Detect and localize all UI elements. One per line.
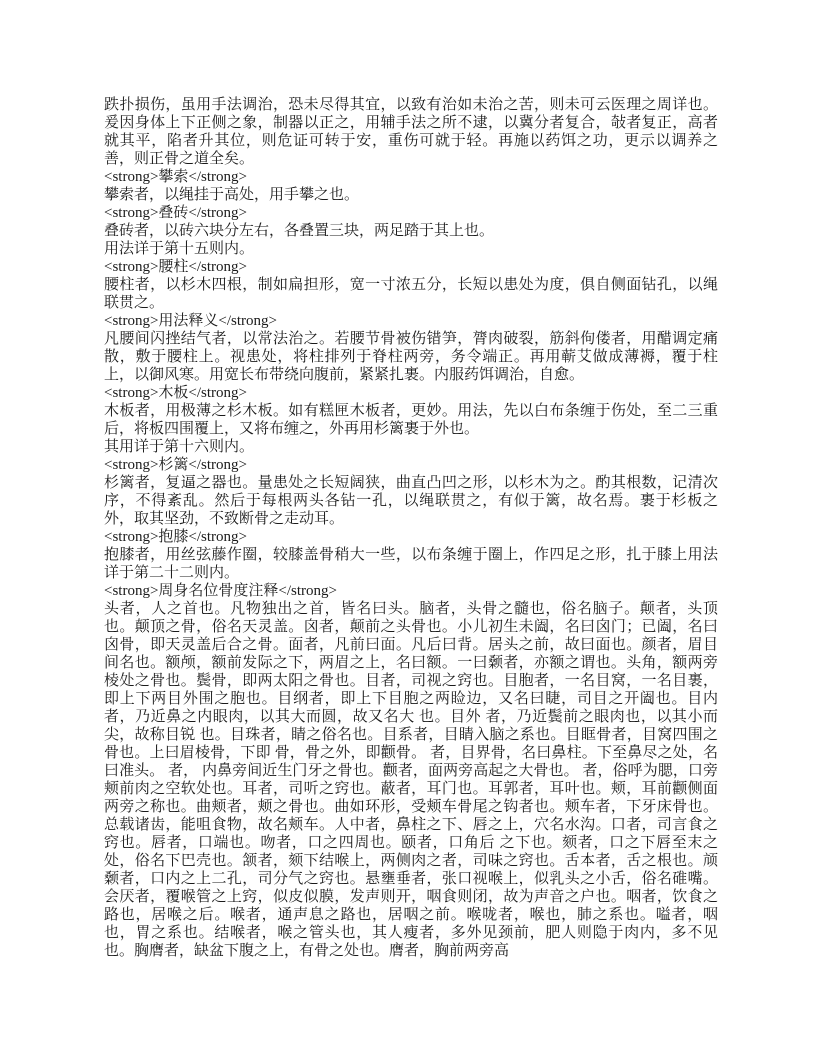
body-paragraph: 木板者，用极薄之杉木板。如有糕匣木板者，更妙。用法，先以白布条缠于伤处，至二三重后，将板四围覆上，又将布缠之，外再用杉篱裹于外也。 [104,403,718,437]
body-paragraph: 攀索者，以绳挂于高处，用手攀之也。 [104,187,360,203]
section-heading-paragraph: <strong>腰柱</strong> [104,259,248,275]
body-paragraph: 头者，人之首也。凡物独出之首，皆名曰头。脑者，头骨之髓也，俗名脑子。颠者，头顶也。颠顶之骨，俗名天灵盖。囟者，颠前之头骨也。小儿初生未阖，名曰囟门；已阖，名曰囟骨，即天灵盖后合之骨。面者，凡前曰面。凡后曰背。居头之前，故曰面也。颜者，眉目间名也。额颅，额前发际之下，两眉之上，名曰额。一曰颡者，亦额之谓也。头角，额两旁棱处之骨也。鬓骨，即两太阳之骨也。目者，司视之窍也。目胞者，一名目窝，一名目裹，即上下两目外围之胞也。目纲者，即上下目胞之两睑边，又名曰睫，司目之开阖也。目内 者，乃近鼻之内眼肉，以其大而圆，故又名大 也。目外 者，乃近鬓前之眼肉也，以其小而尖，故称目锐 也。目珠者，睛之俗名也。目系者，目睛入脑之系也。目眶骨者，目窝四围之骨也。上曰眉棱骨，下即 骨，骨之外，即颧骨。 者，目界骨，名曰鼻柱。下至鼻尽之处，名曰准头。 者， 内鼻旁间近生门牙之骨也。颧者，面两旁高起之大骨也。 者，俗呼为腮，口旁颊前肉之空软处也。耳者，司听之窍也。蔽者，耳门也。耳郭者，耳叶也。颊，耳前颧侧面两旁之称也。曲颊者，颊之骨也。曲如环形，受颊车骨尾之钩者也。颊车者，下牙床骨也。总载诸齿，能咀食物，故名颊车。人中者，鼻柱之下、唇之上，穴名水沟。口者，司言食之窍也。唇者，口端也。吻者，口之四周也。颐者，口角后 之下也。颏者，口之下唇至末之处，俗名下巴壳也。颔者，颏下结喉上，两侧肉之者，司味之窍也。舌本者，舌之根也。颃颡者，口内之上二孔，司分气之窍也。悬壅垂者，张口视喉上，似乳头之小舌，俗名碓嘴。会厌者，覆喉管之上窍，似皮似膜，发声则开，咽食则闭，故为声音之户也。咽者，饮食之路也，居喉之后。喉者，通声息之路也，居咽之前。喉咙者，喉也，肺之系也。嗌者，咽也，胃之系也。结喉者，喉之管头也，其人瘦者，多外见颈前，肥人则隐于肉内，多不见也。胸膺者，缺盆下腹之上，有骨之处也。膺者，胸前两旁高 [104,601,718,959]
section-heading-paragraph: <strong>木板</strong> [104,385,248,401]
section-heading-paragraph: <strong>杉篱</strong> [104,457,248,473]
section-heading-paragraph: <strong>周身名位骨度注释</strong> [104,583,338,599]
section-heading-paragraph: <strong>攀索</strong> [104,169,248,185]
body-paragraph: 凡腰间闪挫结气者，以常法治之。若腰节骨被伤错笋，膂肉破裂，筋斜佝偻者，用醋调定痛散，敷于腰柱上。视患处，将柱排列于脊柱两旁，务令端正。再用蕲艾做成薄褥，覆于柱上，以御风寒。用宽长布带绕向腹前，紧紧扎裹。内服药饵调治，自愈。 [104,331,718,383]
body-paragraph: 其用详于第十六则内。 [104,439,255,455]
body-paragraph: 用法详于第十五则内。 [104,241,255,257]
section-heading-paragraph: <strong>叠砖</strong> [104,205,248,221]
body-paragraph: 抱膝者，用丝弦藤作圈，较膝盖骨稍大一些，以布条缠于圈上，作四足之形，扎于膝上用法详于第二十二则内。 [104,547,718,581]
body-paragraph: 腰柱者，以杉木四根，制如扁担形，宽一寸浓五分，长短以患处为度，俱自侧面钻孔，以绳联贯之。 [104,277,718,311]
body-paragraph: 杉篱者，复逼之器也。量患处之长短阔狭，曲直凸凹之形，以杉木为之。酌其根数，记清次序，不得紊乱。然后于每根两头各钻一孔，以绳联贯之，有似于篱，故名焉。裹于杉板之外，取其坚劲，不致断骨之走动耳。 [104,475,718,527]
body-paragraph: 叠砖者，以砖六块分左右，各叠置三块，两足踏于其上也。 [104,223,495,239]
body-paragraph: 跌扑损伤，虽用手法调治，恐未尽得其宜，以致有治如未治之苦，则未可云医理之周详也。爰因身体上下正侧之象，制器以正之，用辅手法之所不逮，以冀分者复合，敧者复正，高者就其平，陷者升其位，则危证可转于安，重伤可就于轻。再施以药饵之功，更示以调养之善，则正骨之道全矣。 [104,97,718,167]
text-content [104,96,718,960]
section-heading-paragraph: <strong>用法释义</strong> [104,313,278,329]
section-heading-paragraph: <strong>抱膝</strong> [104,529,248,545]
